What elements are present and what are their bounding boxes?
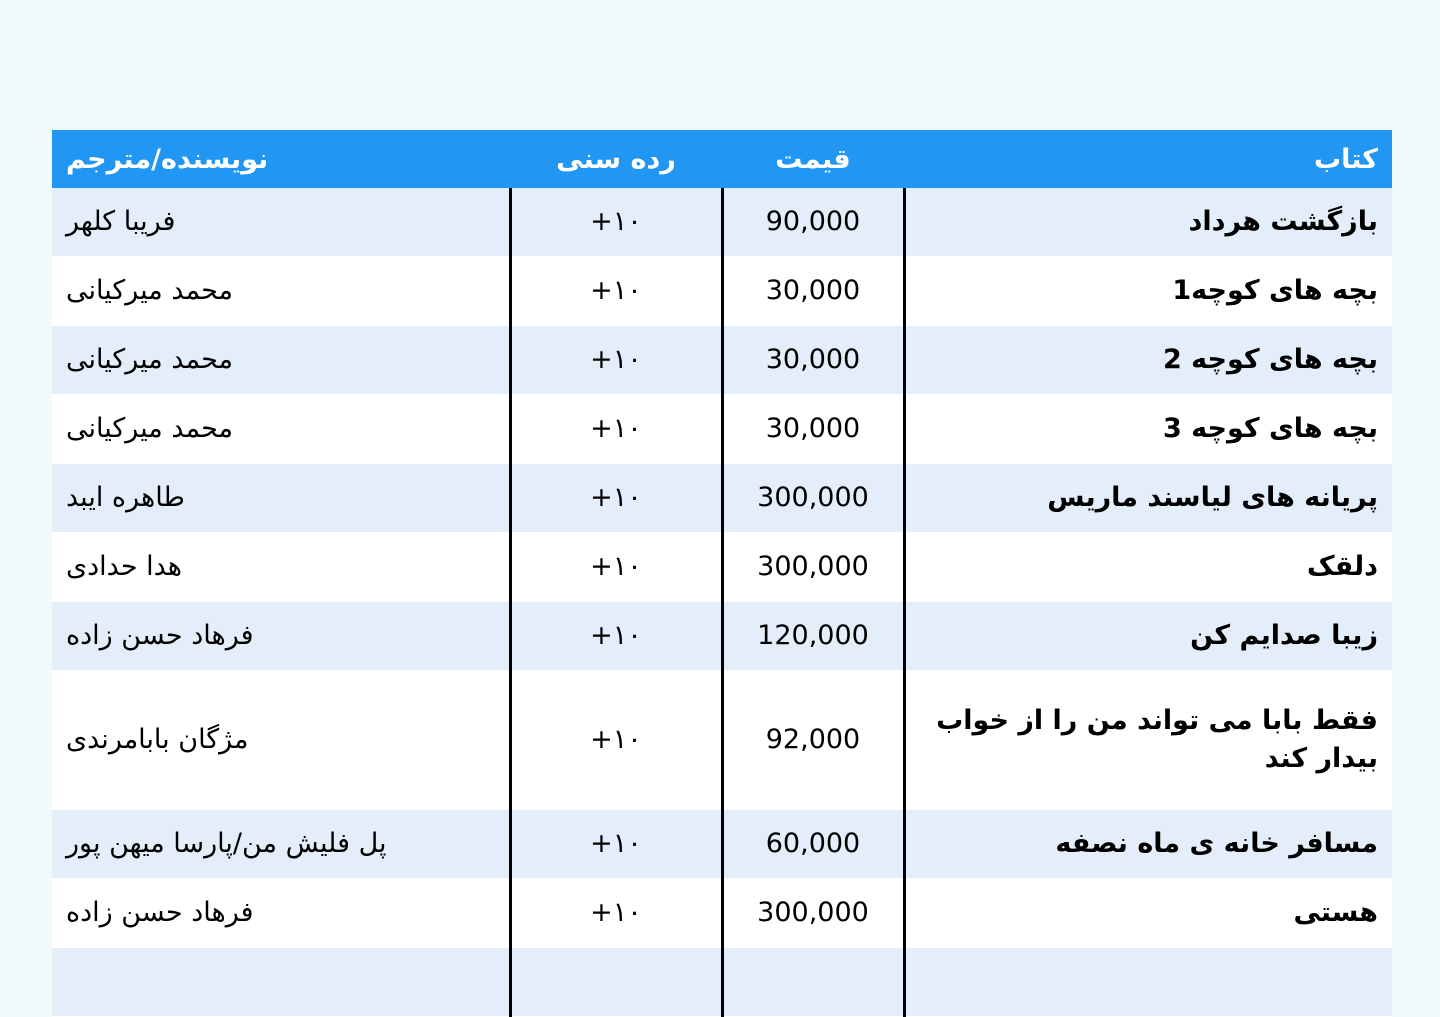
cell-book: هستی xyxy=(904,879,1392,948)
table-body xyxy=(52,188,1392,1017)
cell-price: 300,000 xyxy=(722,464,904,533)
cell-price: 300,000 xyxy=(722,879,904,948)
cell-price: 60,000 xyxy=(722,810,904,879)
column-header-author: نویسنده/مترجم xyxy=(52,130,510,188)
cell-age: ۱۰+ xyxy=(510,464,722,533)
cell-age: ۱۰+ xyxy=(510,395,722,464)
cell-age: ۱۰+ xyxy=(510,671,722,810)
cell-author: هدا حدادی xyxy=(52,533,510,602)
cell-book: مسافر خانه ی ماه نصفه xyxy=(904,810,1392,879)
cell-book: بچه های کوچه 2 xyxy=(904,326,1392,395)
table-row xyxy=(52,395,1392,464)
cell-author: مژگان بابامرندی xyxy=(52,671,510,810)
cell-age: ۱۰+ xyxy=(510,810,722,879)
table-row xyxy=(52,257,1392,326)
table-row-spacer xyxy=(52,948,1392,1017)
cell-author: فرهاد حسن زاده xyxy=(52,602,510,671)
cell-author-empty xyxy=(52,948,510,1017)
table-header xyxy=(52,130,1392,188)
cell-price: 120,000 xyxy=(722,602,904,671)
cell-price: 300,000 xyxy=(722,533,904,602)
cell-price: 92,000 xyxy=(722,671,904,810)
cell-book: بازگشت هرداد xyxy=(904,188,1392,257)
cell-price: 30,000 xyxy=(722,395,904,464)
column-header-age: رده سنی xyxy=(510,130,722,188)
table-row xyxy=(52,602,1392,671)
cell-book: دلقک xyxy=(904,533,1392,602)
table-row xyxy=(52,533,1392,602)
column-header-price: قیمت xyxy=(722,130,904,188)
cell-book: بچه های کوچه 3 xyxy=(904,395,1392,464)
cell-age: ۱۰+ xyxy=(510,879,722,948)
cell-price: 90,000 xyxy=(722,188,904,257)
cell-age: ۱۰+ xyxy=(510,188,722,257)
book-price-table xyxy=(52,130,1392,1017)
table-row xyxy=(52,326,1392,395)
cell-author: محمد میرکیانی xyxy=(52,326,510,395)
cell-book: پریانه های لیاسند ماریس xyxy=(904,464,1392,533)
cell-author: طاهره ایبد xyxy=(52,464,510,533)
cell-author: محمد میرکیانی xyxy=(52,257,510,326)
cell-age: ۱۰+ xyxy=(510,602,722,671)
cell-price: 30,000 xyxy=(722,257,904,326)
cell-book-empty xyxy=(904,948,1392,1017)
cell-age-empty xyxy=(510,948,722,1017)
cell-author: فرهاد حسن زاده xyxy=(52,879,510,948)
table-row xyxy=(52,879,1392,948)
book-price-table-container xyxy=(52,130,1392,1017)
table-row xyxy=(52,810,1392,879)
table-header-row xyxy=(52,130,1392,188)
table-row xyxy=(52,188,1392,257)
table-row xyxy=(52,671,1392,810)
cell-book: بچه های کوچه1 xyxy=(904,257,1392,326)
table-row xyxy=(52,464,1392,533)
cell-book: فقط بابا می تواند من را از خواب بیدار کند xyxy=(904,671,1392,810)
cell-author: پل فلیش من/پارسا میهن پور xyxy=(52,810,510,879)
cell-price: 30,000 xyxy=(722,326,904,395)
cell-author: محمد میرکیانی xyxy=(52,395,510,464)
cell-book: زیبا صدایم کن xyxy=(904,602,1392,671)
cell-price-empty xyxy=(722,948,904,1017)
cell-age: ۱۰+ xyxy=(510,533,722,602)
cell-author: فریبا کلهر xyxy=(52,188,510,257)
column-header-book: کتاب xyxy=(904,130,1392,188)
cell-age: ۱۰+ xyxy=(510,257,722,326)
cell-age: ۱۰+ xyxy=(510,326,722,395)
